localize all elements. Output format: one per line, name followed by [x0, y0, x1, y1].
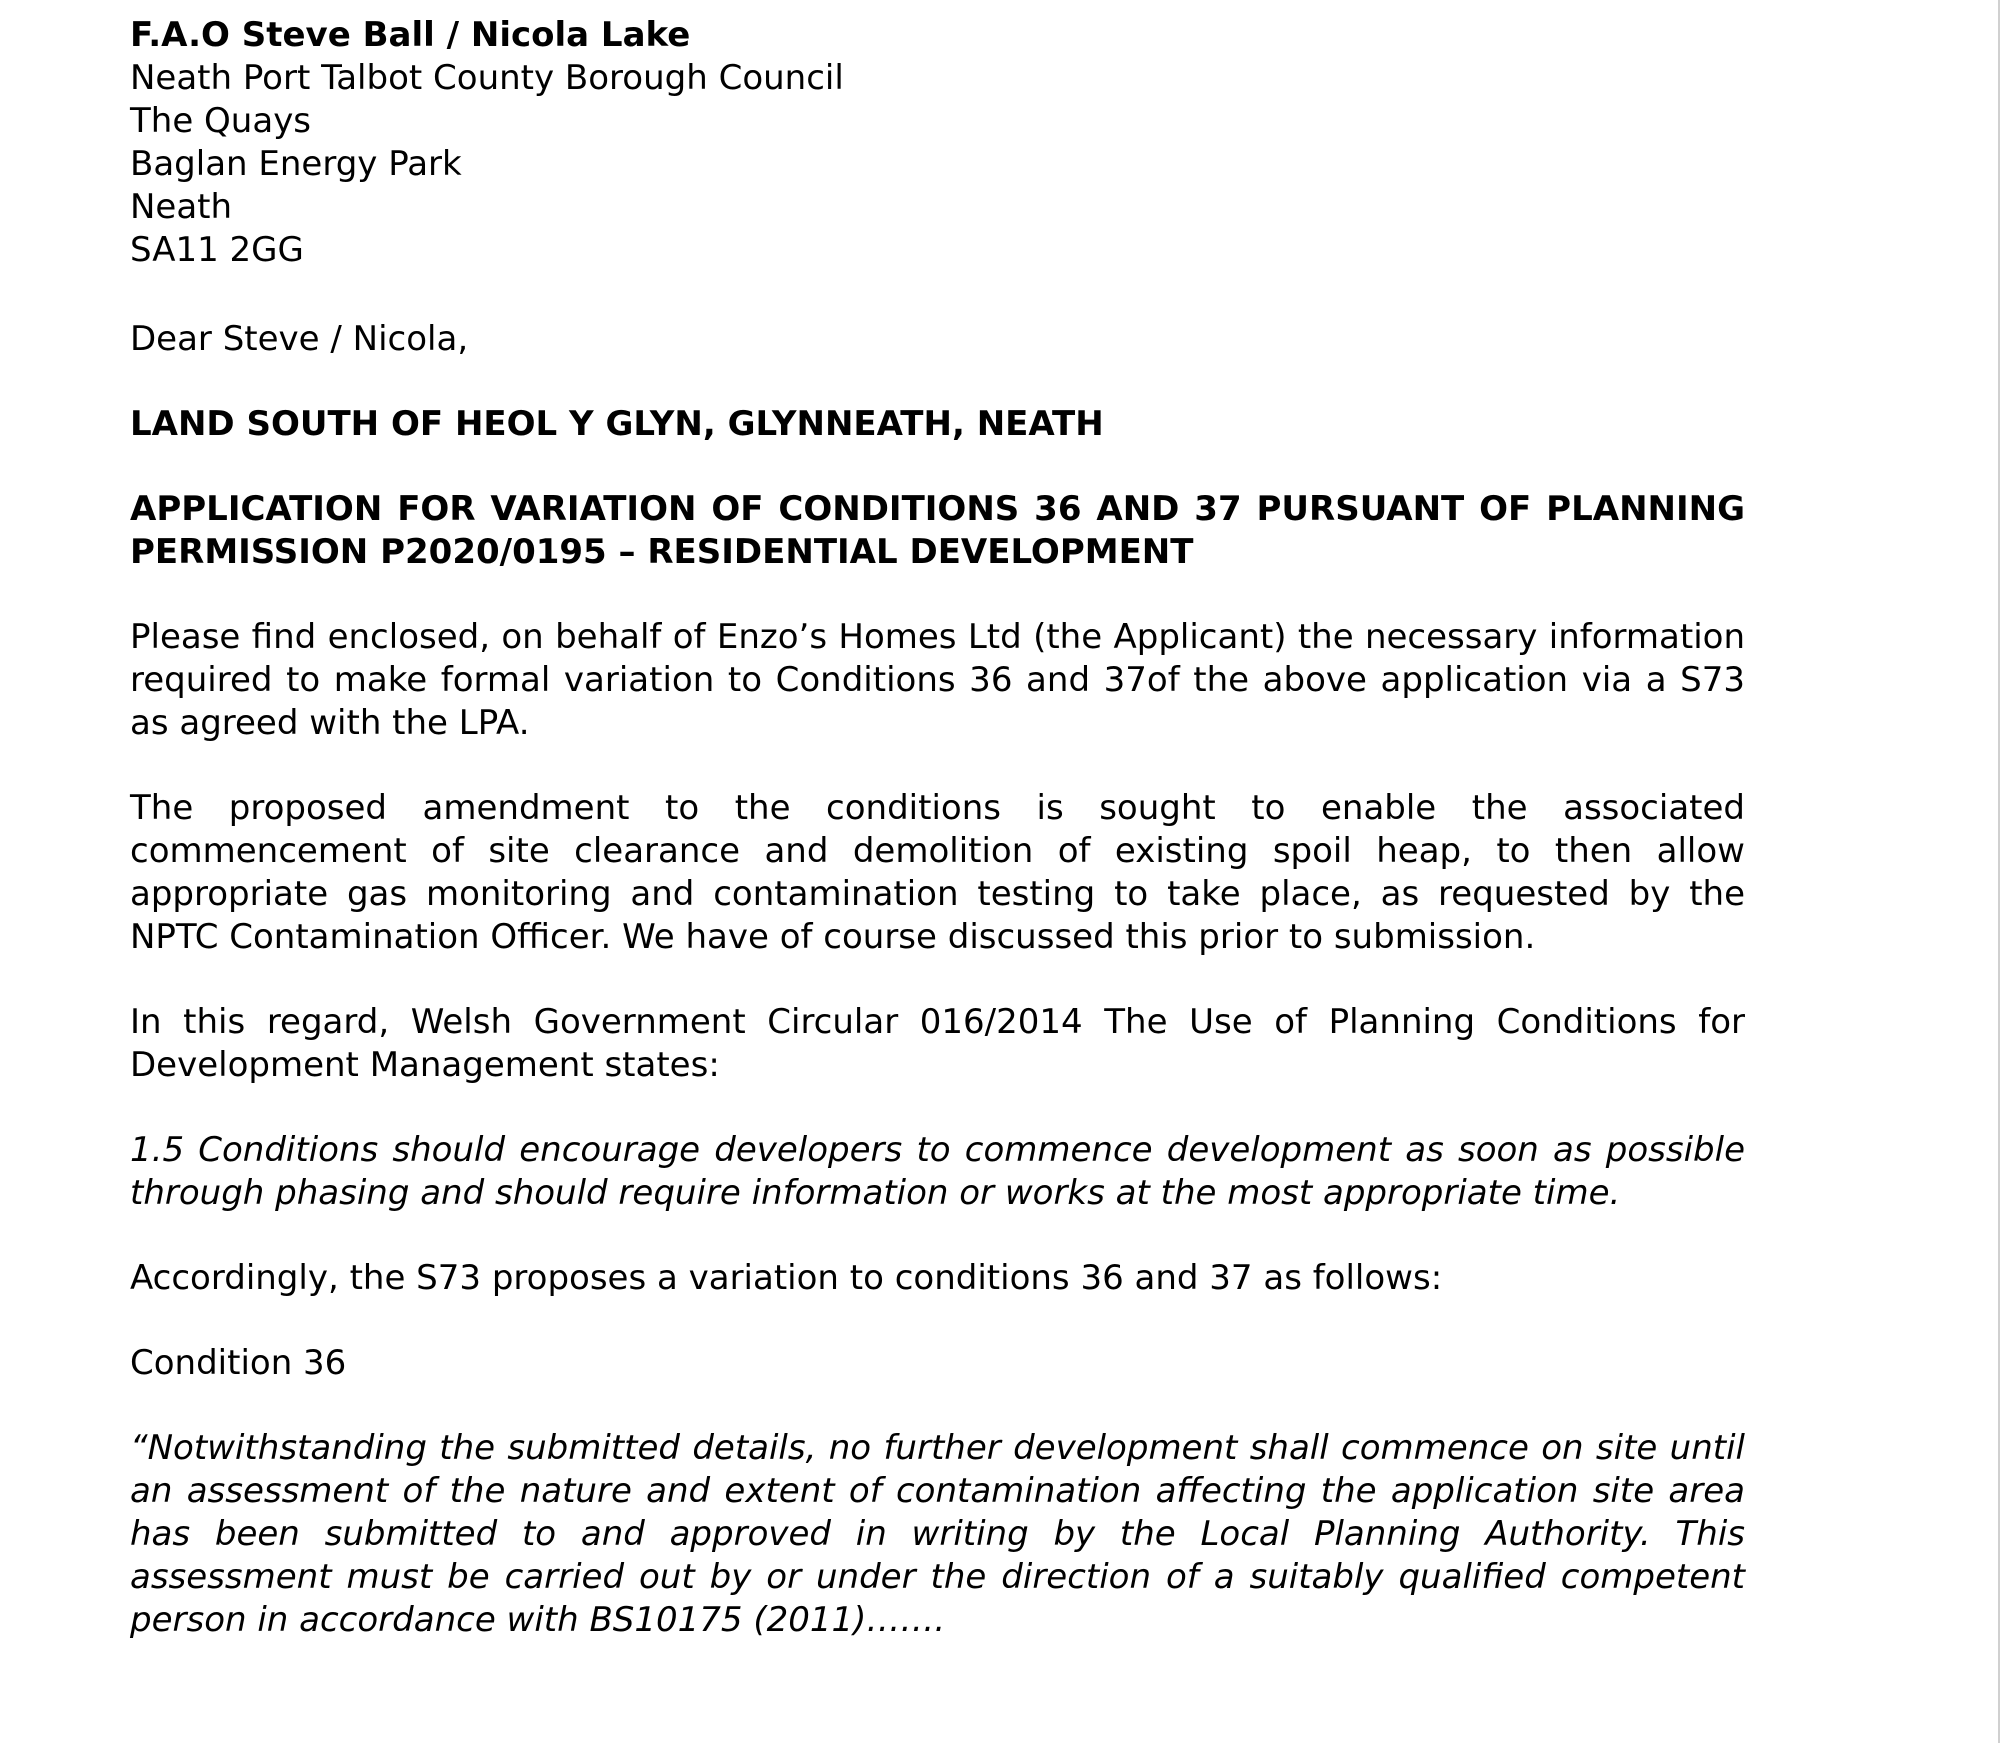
- paragraph-amendment: The proposed amendment to the conditions is sought to enable the associated commencement of site clearance and demolition of existing spoil heap, to then allow appropriate gas monitoring and contamination testing to take place, as requested by the NPTC Contamination Officer. We have of course discussed this prior to submission.: [130, 788, 1745, 957]
- letter-body: [130, 14, 1745, 1642]
- address-line-park: Baglan Energy Park: [130, 144, 462, 184]
- salutation: Dear Steve / Nicola,: [130, 319, 469, 359]
- application-heading: APPLICATION FOR VARIATION OF CONDITIONS 36 AND 37 PURSUANT OF PLANNING PERMISSION P2020/0195 – RESIDENTIAL DEVELOPMENT: [130, 489, 1745, 572]
- paragraph-circular: In this regard, Welsh Government Circular 016/2014 The Use of Planning Conditions for Development Management states:: [130, 1002, 1745, 1085]
- condition-label: Condition 36: [130, 1343, 347, 1383]
- address-line-postcode: SA11 2GG: [130, 230, 304, 270]
- address-line-council: Neath Port Talbot County Borough Council: [130, 58, 844, 98]
- site-heading: LAND SOUTH OF HEOL Y GLYN, GLYNNEATH, NEATH: [130, 404, 1104, 444]
- paragraph-enclosed: Please find enclosed, on behalf of Enzo’s Homes Ltd (the Applicant) the necessary information required to make formal variation to Conditions 36 and 37of the above application via a S73 as agreed with the LPA.: [130, 617, 1745, 743]
- recipient-address: [130, 14, 1745, 272]
- fao-line: F.A.O Steve Ball / Nicola Lake: [130, 15, 691, 55]
- paragraph-accordingly: Accordingly, the S73 proposes a variation to conditions 36 and 37 as follows:: [130, 1258, 1443, 1298]
- address-line-building: The Quays: [130, 101, 312, 141]
- condition-quote: “Notwithstanding the submitted details, no further development shall commence on site until an assessment of the nature and extent of contamination affecting the application site area has been submitted to and approved in writing by the Local Planning Authority. This assessment must be carried out by or under the direction of a suitably qualified competent person in accordance with BS10175 (2011)…….: [130, 1428, 1745, 1640]
- address-line-town: Neath: [130, 187, 233, 227]
- circular-quote: 1.5 Conditions should encourage developers to commence development as soon as possible through phasing and should require information or works at the most appropriate time.: [130, 1130, 1745, 1213]
